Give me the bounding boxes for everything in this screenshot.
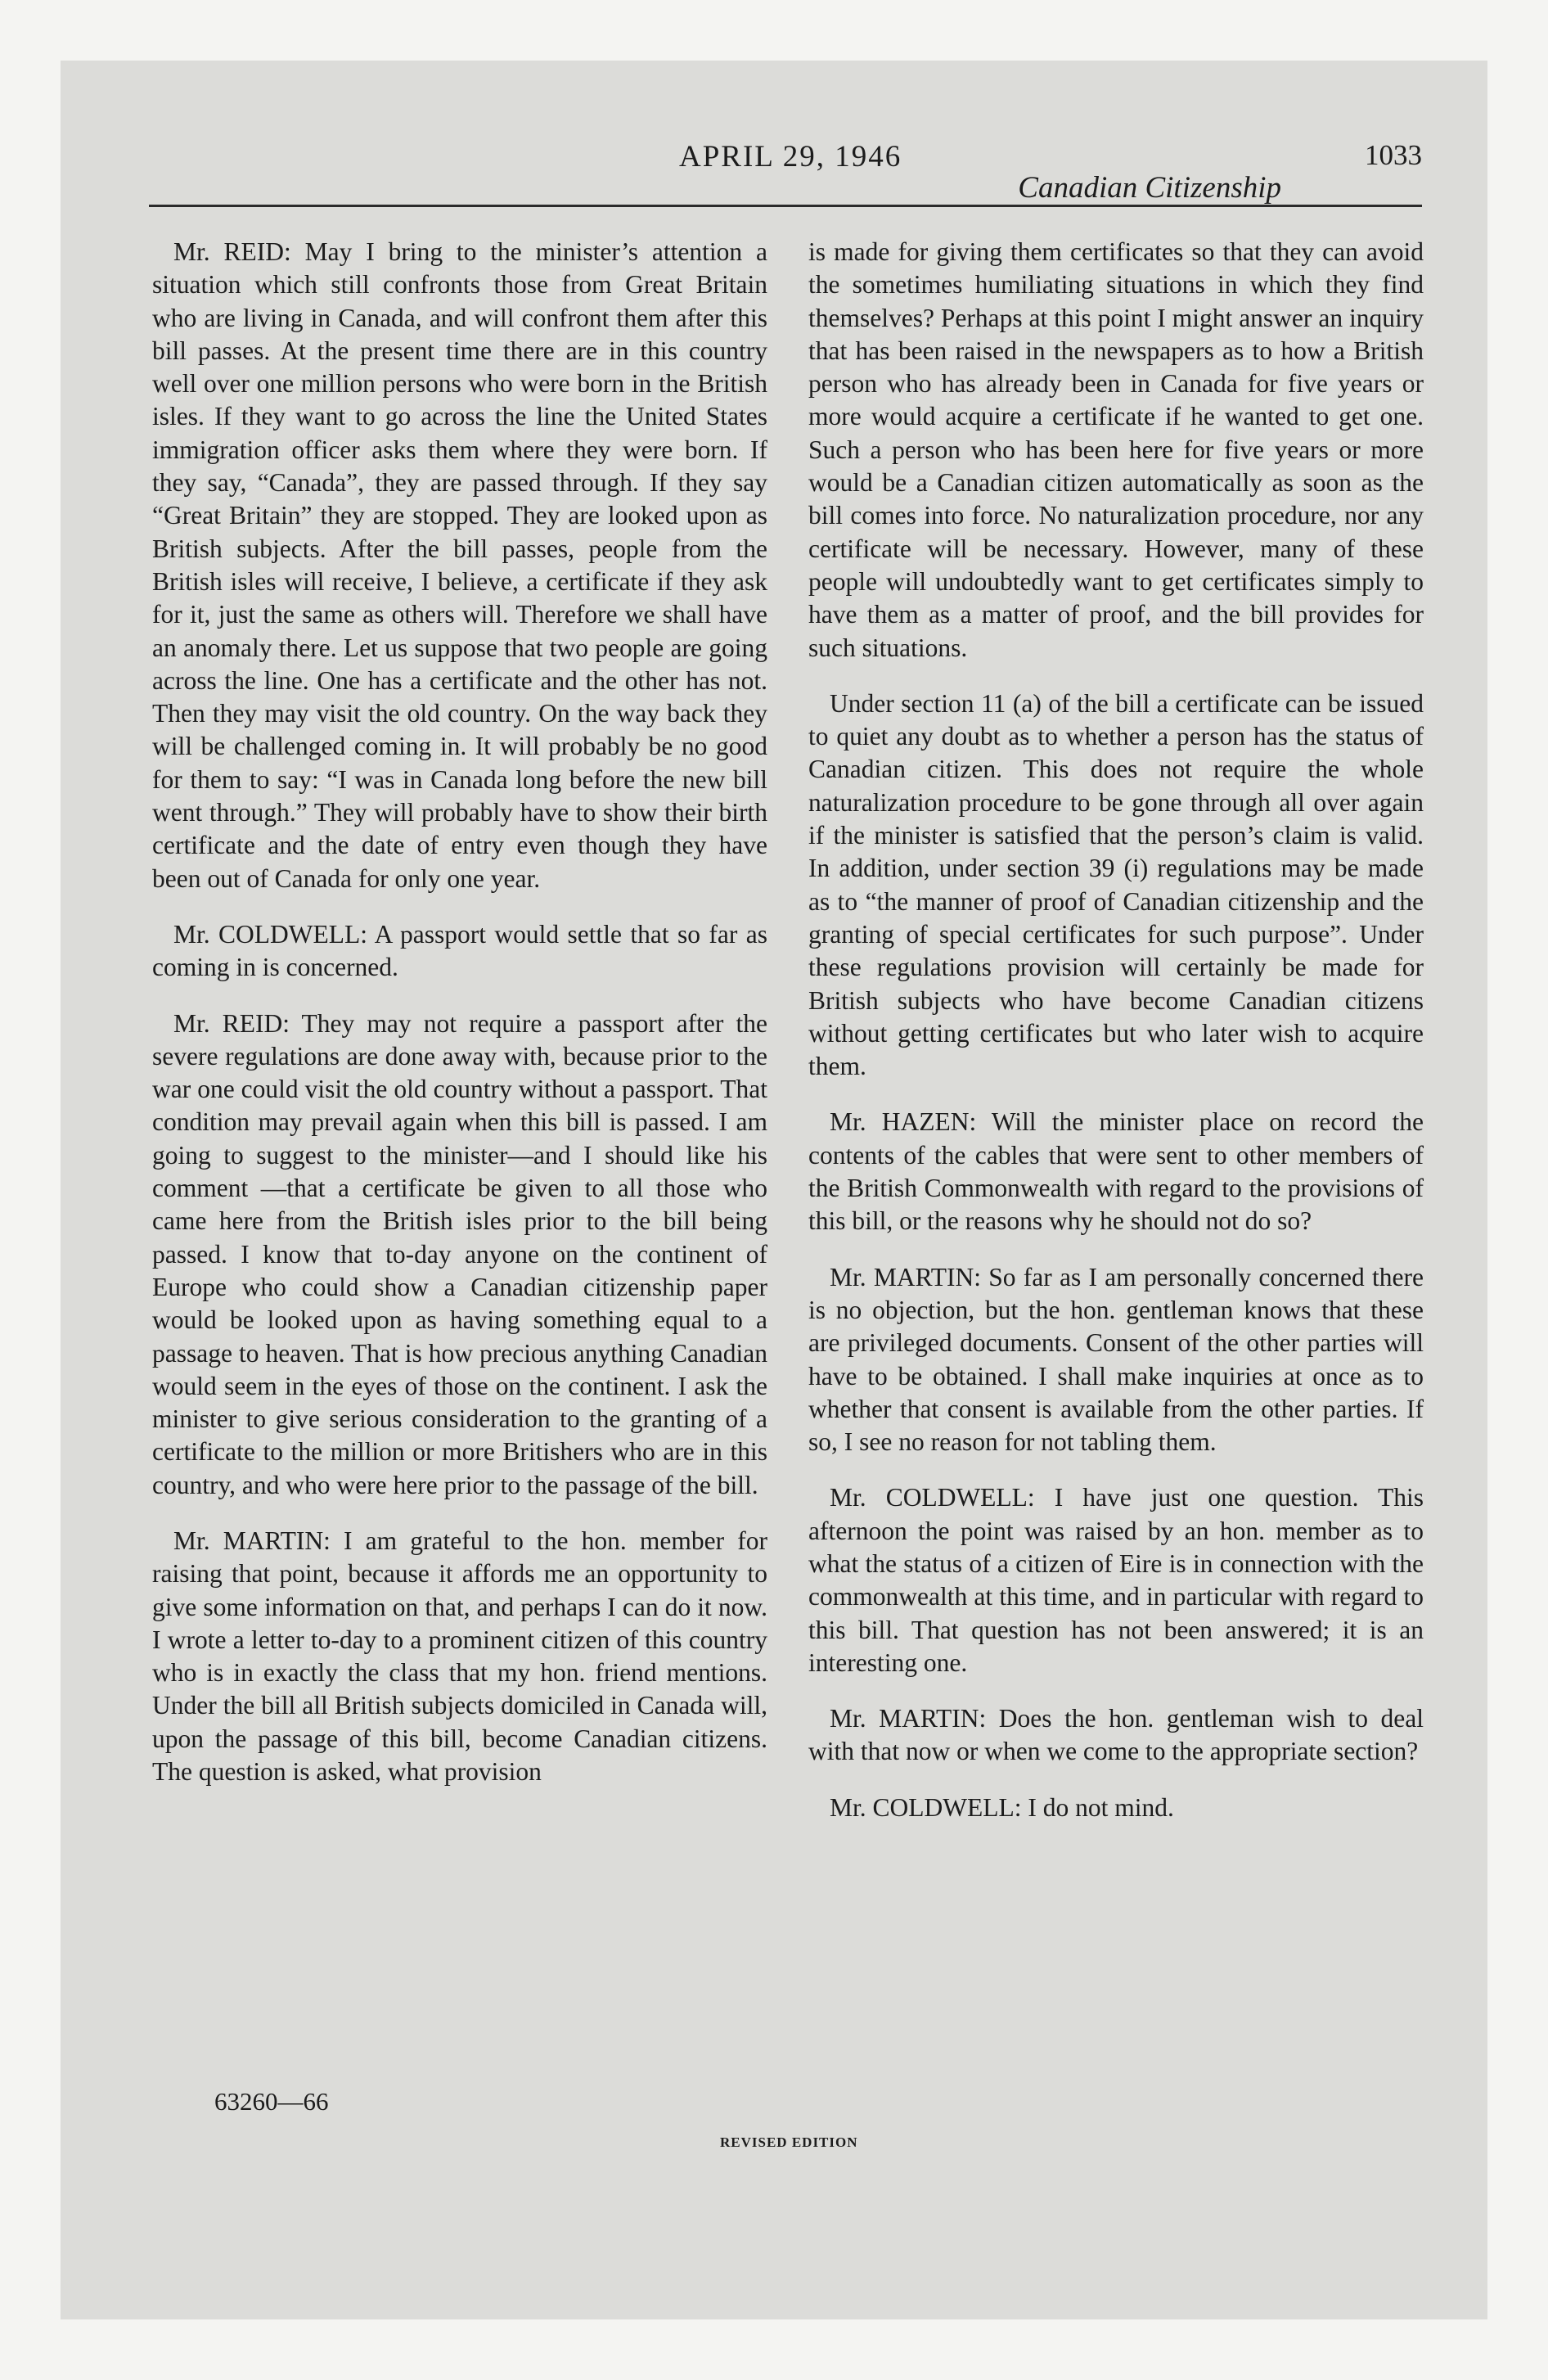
paragraph: Mr. MARTIN: So far as I am personally concerned there is no objection, but the hon. gentleman knows that these are privileged documents. Consent of the other parties will have to be obtained. I shall make inquiries at once as to whether that consent is available from the other parties. If so, I see no reason for not tabling them. <box>808 1262 1424 1457</box>
paragraph: Mr. HAZEN: Will the minister place on record the contents of the cables that were sent to other members of the British Commonwealth with regard to the provisions of this bill, or the reasons why he should not do so? <box>808 1107 1424 1236</box>
page-number: 1033 <box>1365 139 1422 171</box>
paragraph: Mr. MARTIN: I am grateful to the hon. member for raising that point, because it affords me an opportunity to give some information on that, and perhaps I can do it now. I wrote a letter to-day to a prominent citizen of this country who is in exactly the class that my hon. friend mentions. Under the bill all British subjects domiciled in Canada will, upon the passage of this bill, become Canadian citizens. The question is asked, what provision <box>152 1526 767 1787</box>
edition-label: REVISED EDITION <box>720 2134 858 2150</box>
paragraph: Mr. REID: May I bring to the minister’s attention a situation which still confronts those from Great Britain who are living in Canada, and will confront them after this bill passes. At the present time there are in this country well over one million persons who were born in the British isles. If they want to go across the line the United States immigration officer asks them where they were born. If they say, “Canada”, they are passed through. If they say “Great Britain” they are stopped. They are looked upon as British subjects. After the bill passes, people from the British isles will receive, I believe, a certificate if they ask for it, just the same as others will. Therefore we shall have an anomaly there. Let us suppose that two people are going across the line. One has a certificate and the other has not. Then they may visit the old country. On the way back they will be challenged coming in. It will probably be no good for them to say: “I was in Canada long before the new bill went through.” They will probably have to show their birth certificate and the date of entry even though they have been out of Canada for only one year. <box>152 237 767 893</box>
paragraph: Mr. COLDWELL: I do not mind. <box>830 1792 1174 1822</box>
header-title: Canadian Citizenship <box>1018 171 1281 205</box>
paragraph: Mr. REID: They may not require a passport after the severe regulations are done away with, because prior to the war one could visit the old country without a passport. That condition may prevail again when this bill is passed. I am going to suggest to the minister—and I should like his comment —that a certificate be given to all those who came here from the British isles prior to the bill being passed. I know that to-day anyone on the continent of Europe who could show a Canadian citizenship paper would be looked upon as having something equal to a passage to heaven. That is how precious anything Canadian would seem in the eyes of those on the continent. I ask the minister to give serious consideration to the granting of a certificate to the million or more Britishers who are in this country, and who were here prior to the passage of the bill. <box>152 1008 767 1499</box>
header-rule <box>149 205 1422 207</box>
print-code: 63260—66 <box>214 2087 329 2116</box>
paragraph: Mr. COLDWELL: A passport would settle that so far as coming in is concerned. <box>152 919 767 982</box>
page-header <box>149 80 1422 203</box>
paragraph: Mr. MARTIN: Does the hon. gentleman wish to deal with that now or when we come to the appropriate section? <box>808 1704 1424 1766</box>
right-column <box>808 236 1424 1824</box>
paragraph: Under section 11 (a) of the bill a certificate can be issued to quiet any doubt as to whether a person has the status of Canadian citizen. This does not require the whole naturalization procedure to be gone through all over again if the minister is satisfied that the person’s claim is valid. In addition, under section 39 (i) regulations may be made as to “the manner of proof of Canadian citizenship and the granting of special certificates for such purpose”. Under these regulations provision will certainly be made for British subjects who have become Canadian citizens without getting certificates but who later wish to acquire them. <box>808 688 1424 1081</box>
paragraph: Mr. COLDWELL: I have just one question. This afternoon the point was raised by an hon. member as to what the status of a citizen of Eire is in connection with the commonwealth at this time, and in particular with regard to this bill. That question has not been answered; it is an interesting one. <box>808 1483 1424 1677</box>
paragraph: is made for giving them certificates so that they can avoid the sometimes humiliating situations in which they find themselves? Perhaps at this point I might answer an inquiry that has been raised in the newspapers as to how a British person who has already been in Canada for five years or more would acquire a certificate if he wanted to get one. Such a person who has been here for five years or more would be a Canadian citizen automatically as soon as the bill comes into force. No naturalization procedure, nor any certificate will be necessary. However, many of these people will undoubtedly want to get certificates simply to have them as a matter of proof, and the bill provides for such situations. <box>808 237 1424 662</box>
left-column <box>152 236 767 1788</box>
header-date: APRIL 29, 1946 <box>679 140 902 174</box>
